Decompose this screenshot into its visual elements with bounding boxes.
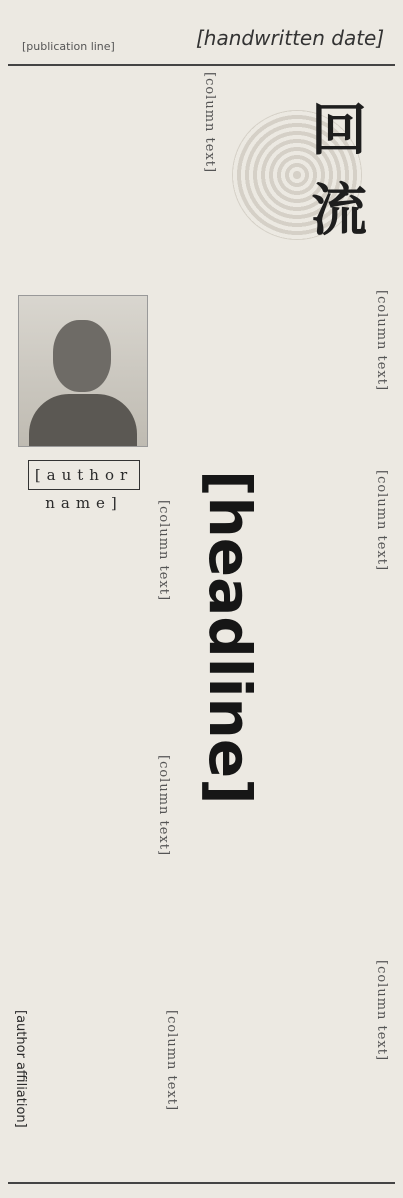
body-column-7: [column text] (164, 1010, 179, 1112)
article-headline: [headline] (196, 470, 264, 805)
author-name-box: [author name] (28, 460, 140, 490)
author-photo-head (53, 320, 111, 392)
column-logo (232, 100, 372, 270)
postal-permit-note: [publication line] (22, 40, 115, 53)
column-title-char-2: 流 (302, 180, 367, 236)
body-column-1: [column text] (202, 72, 217, 174)
column-title-char-1: 回 (302, 100, 367, 156)
author-affiliation: [author affiliation] (13, 1010, 28, 1128)
author-photo-body (29, 394, 137, 447)
body-column-4: [column text] (374, 470, 389, 572)
top-rule (8, 64, 395, 66)
author-photo (18, 295, 148, 447)
body-column-6: [column text] (374, 960, 389, 1062)
body-column-3: [column text] (156, 500, 171, 602)
body-column-2: [column text] (374, 290, 389, 392)
body-column-8 (176, 720, 177, 721)
handwritten-date: [handwritten date] (196, 26, 385, 50)
bottom-rule (8, 1182, 395, 1184)
body-column-5: [column text] (156, 755, 171, 857)
